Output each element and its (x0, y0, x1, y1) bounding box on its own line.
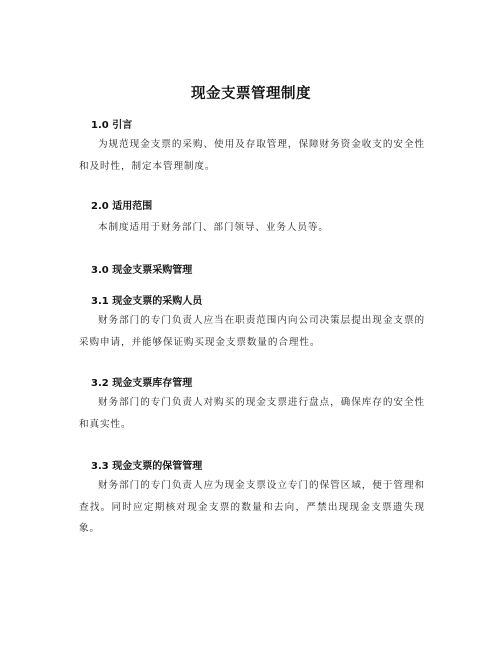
section-heading-inventory: 3.2 现金支票库存管理 (91, 378, 193, 389)
section-heading-procurement: 3.0 现金支票采购管理 (91, 265, 193, 276)
section-paragraph-custody: 财务部门的专门负责人应为现金支票设立专门的保管区域，便于管理和查找。同时应定期核对现金支票的数量和去向，严禁出现现金支票遗失现象。 (79, 480, 425, 534)
section-heading-scope: 2.0 适用范围 (91, 201, 153, 212)
section-paragraph-scope: 本制度适用于财务部门、部门领导、业务人员等。 (98, 222, 329, 233)
section-paragraph-inventory: 财务部门的专门负责人对购买的现金支票进行盘点，确保库存的安全性和真实性。 (79, 397, 425, 430)
section-heading-intro: 1.0 引言 (91, 120, 133, 131)
section-heading-custody: 3.3 现金支票的保管管理 (91, 461, 203, 472)
section-paragraph-purchaser: 财务部门的专门负责人应当在职责范围内向公司决策层提出现金支票的采购申请，并能够保证购买现金支票数量的合理性。 (79, 315, 425, 348)
section-paragraph-intro: 为规范现金支票的采购、使用及存取管理，保障财务资金收支的安全性和及时性，制定本管理制度。 (79, 139, 425, 172)
document-title: 现金支票管理制度 (191, 86, 311, 102)
section-heading-purchaser: 3.1 现金支票的采购人员 (91, 296, 203, 307)
